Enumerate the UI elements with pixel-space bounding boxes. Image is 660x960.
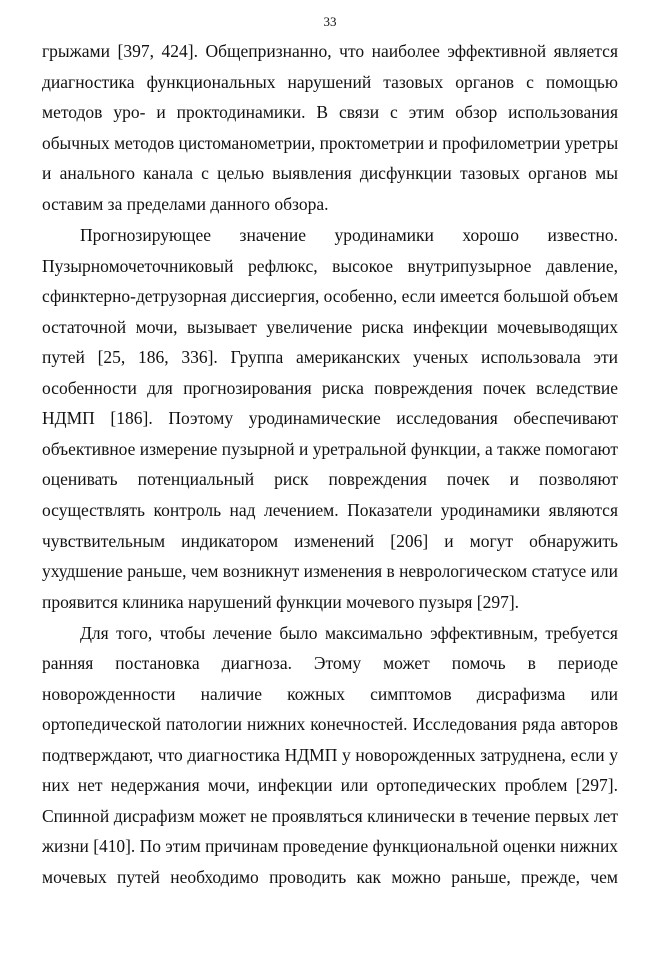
text-line: мочевых путей необходимо проводить как можно раньше, прежде, чем [42,867,618,887]
text-line: ранняя постановка диагноза. Этому может помочь в периоде [42,653,618,673]
text-line: них нет недержания мочи, инфекции или ортопедических проблем [297]. [42,775,618,795]
text-line: оставим за пределами данного обзора. [42,194,329,214]
text-line: сфинктерно-детрузорная диссиергия, особенно, если имеется большой объем [42,286,619,306]
text-line: путей [25, 186, 336]. Группа американских ученых использовала эти [42,347,618,367]
text-line: обычных методов цистоманометрии, проктометрии и профилометрии уретры [42,133,619,153]
text-line: новорожденности наличие кожных симптомов дисрафизма или [42,684,618,704]
text-line: и анального канала с целью выявления дисфункции тазовых органов мы [42,163,618,183]
text-line: Пузырномочеточниковый рефлюкс, высокое внутрипузырное давление, [42,256,618,276]
text-line: Прогнозирующее значение уродинамики хорошо известно. [80,225,618,245]
text-line: оценивать потенциальный риск повреждения почек и позволяют [42,469,618,489]
text-line: проявится клиника нарушений функции мочевого пузыря [297]. [42,592,520,612]
text-line: чувствительным индикатором изменений [206] и могут обнаружить [42,531,618,551]
page-number: 33 [323,14,337,29]
text-line: грыжами [397, 424]. Общепризнанно, что наиболее эффективной является [42,41,618,61]
text-line: Для того, чтобы лечение было максимально эффективным, требуется [80,623,618,643]
text-line: подтверждают, что диагностика НДМП у новорожденных затруднена, если у [42,745,618,765]
text-line: ухудшение раньше, чем возникнут изменения в неврологическом статусе или [42,561,618,581]
text-line: жизни [410]. По этим причинам проведение функциональной оценки нижних [42,836,618,856]
text-line: объективное измерение пузырной и уретральной функции, а также помогают [42,439,618,459]
text-line: методов уро- и проктодинамики. В связи с этим обзор использования [42,102,618,122]
text-line: особенности для прогнозирования риска повреждения почек вследствие [42,378,618,398]
text-line: НДМП [186]. Поэтому уродинамические исследования обеспечивают [42,408,618,428]
text-line: осуществлять контроль над лечением. Показатели уродинамики являются [42,500,618,520]
text-line: Спинной дисрафизм может не проявляться клинически в течение первых лет [42,806,618,826]
text-line: остаточной мочи, вызывает увеличение риска инфекции мочевыводящих [42,317,618,337]
text-line: диагностика функциональных нарушений тазовых органов с помощью [42,72,618,92]
text-line: ортопедической патологии нижних конечностей. Исследования ряда авторов [42,714,618,734]
